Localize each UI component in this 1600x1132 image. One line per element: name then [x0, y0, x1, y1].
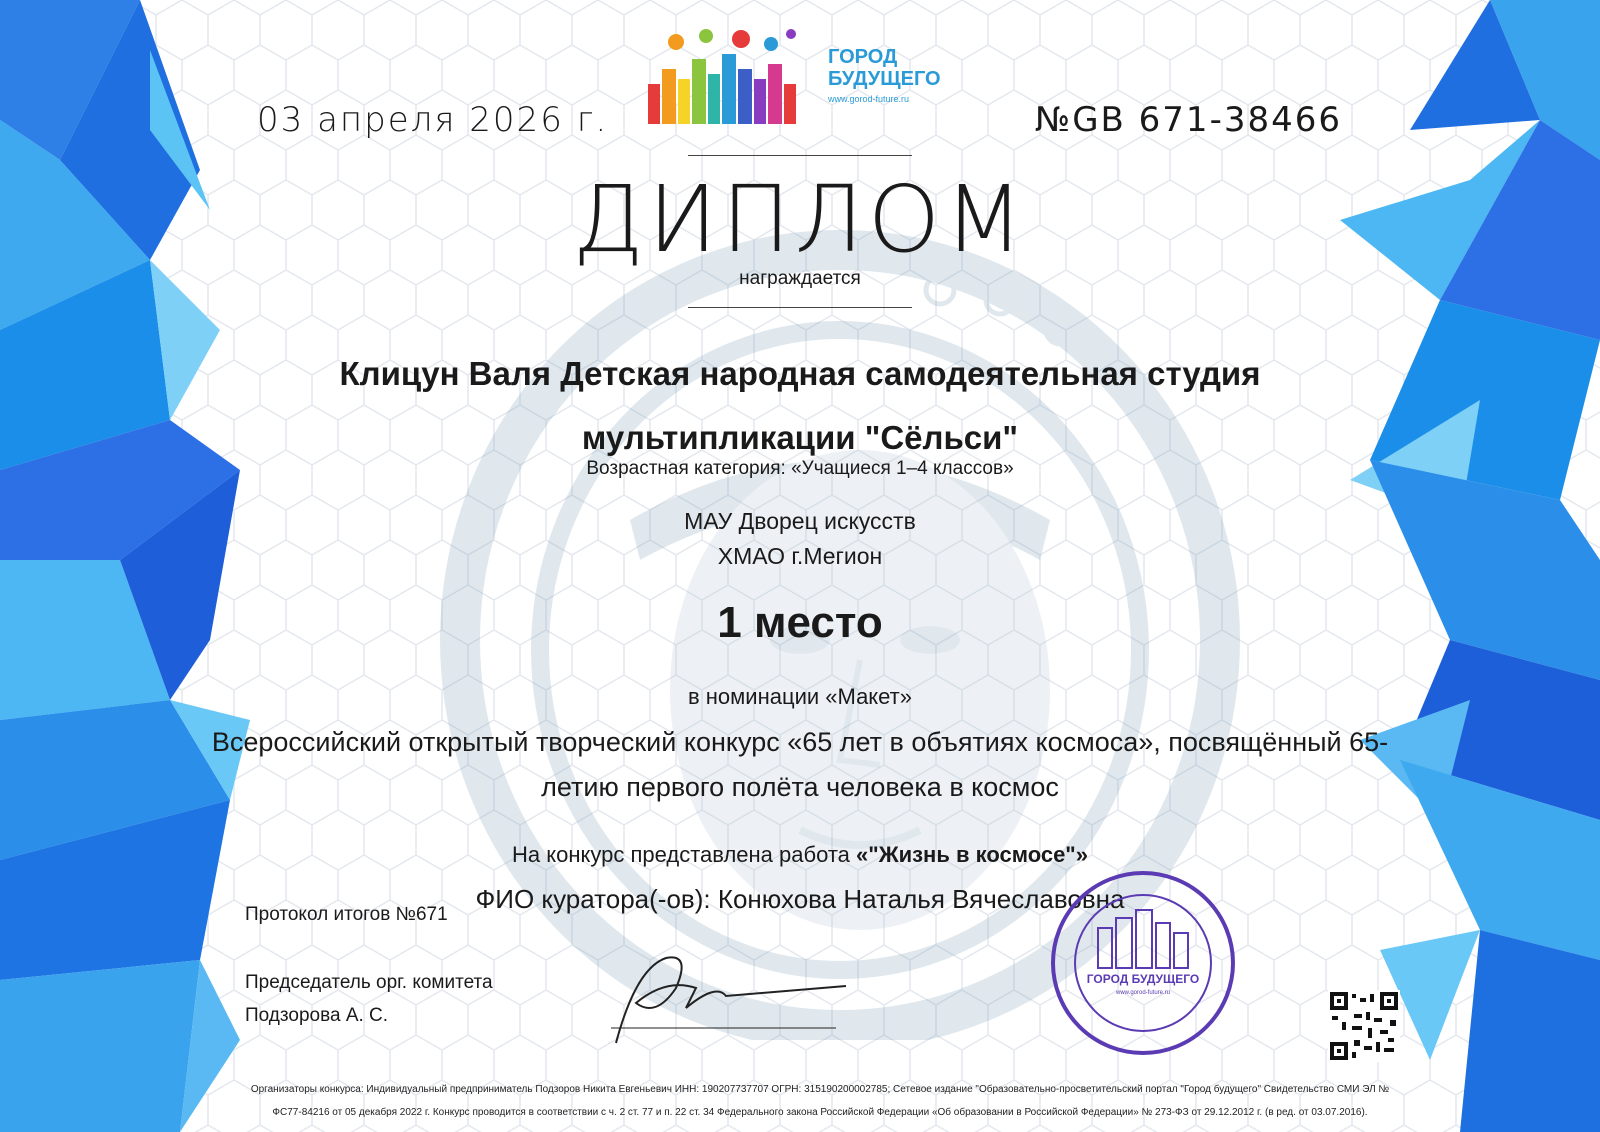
work-title: «"Жизнь в космосе"»: [856, 842, 1088, 867]
diploma-number: №GB 671-38466: [1034, 100, 1342, 140]
org-line1: МАУ Дворец искусств: [684, 508, 916, 534]
recipient-line1: Клицун Валя Детская народная самодеятельная студия: [339, 355, 1261, 392]
chair-title: Председатель орг. комитета: [245, 972, 493, 993]
gorod-budushego-logo: [646, 24, 946, 134]
recipient-name: [200, 342, 1400, 470]
organization: [200, 504, 1400, 574]
diploma-title: ДИПЛОМ: [572, 166, 1028, 273]
city-skyline-logo-icon: [646, 24, 806, 134]
stamp-center-text: ГОРОД БУДУЩЕГО: [1086, 972, 1200, 986]
logo-url: www.gorod-future.ru: [828, 94, 910, 104]
chair-name: Подзорова А. С.: [245, 1005, 389, 1026]
awarded-label: награждается: [739, 268, 861, 289]
logo-line1: ГОРОД: [828, 46, 898, 68]
logo-line2: БУДУЩЕГО: [828, 68, 941, 90]
organization-stamp: [1048, 868, 1238, 1058]
protocol-number: Протокол итогов №671: [245, 904, 448, 925]
work-prefix: На конкурс представлена работа: [512, 842, 857, 867]
diploma-date: 03 апреля 2026 г.: [257, 100, 609, 140]
submitted-work: [200, 842, 1400, 868]
award-place: 1 место: [717, 598, 883, 647]
curator: ФИО куратора(-ов): Конюхова Наталья Вячеславовна: [475, 884, 1125, 914]
stamp-seal-icon: [1048, 868, 1238, 1058]
qr-code-icon: [1328, 990, 1400, 1062]
footer-legal: [250, 1078, 1390, 1124]
contest-line1: Всероссийский открытый творческий конкурс «65 лет в объятиях космоса», посвящённый 65-: [211, 727, 1389, 757]
contest-name: [200, 720, 1400, 810]
recipient-line2: мультипликации "Сёльси": [581, 419, 1019, 456]
committee-chair: [245, 966, 493, 1032]
org-line2: ХМАО г.Мегион: [717, 543, 883, 569]
signature-icon: [596, 948, 866, 1048]
nomination: в номинации «Макет»: [687, 684, 912, 709]
title-rule-top: [688, 155, 912, 156]
contest-line2: летию первого полёта человека в космос: [541, 772, 1059, 802]
footer-line1: Организаторы конкурса: Индивидуальный предприниматель Подзоров Никита Евгеньевич ИНН: 190207737707 ОГРН: 315190200002785; Сетевое издание "Образовательно-просветительский портал "Город будущего" Свидетельство СМИ ЭЛ №: [250, 1084, 1390, 1095]
age-category: Возрастная категория: «Учащиеся 1–4 классов»: [586, 458, 1014, 479]
footer-line2: ФС77-84216 от 05 декабря 2022 г. Конкурс проводится в соответствии с ч. 2 ст. 77 и п. 22 ст. 34 Федерального закона Российской Федерации «Об образовании в Российской Федерации» № 273-ФЗ от 29.12.2012 г. (в ред. от 03.07.2016).: [272, 1107, 1368, 1118]
stamp-url: www.gorod-future.ru: [1115, 990, 1171, 996]
title-rule-bottom: [688, 307, 912, 308]
